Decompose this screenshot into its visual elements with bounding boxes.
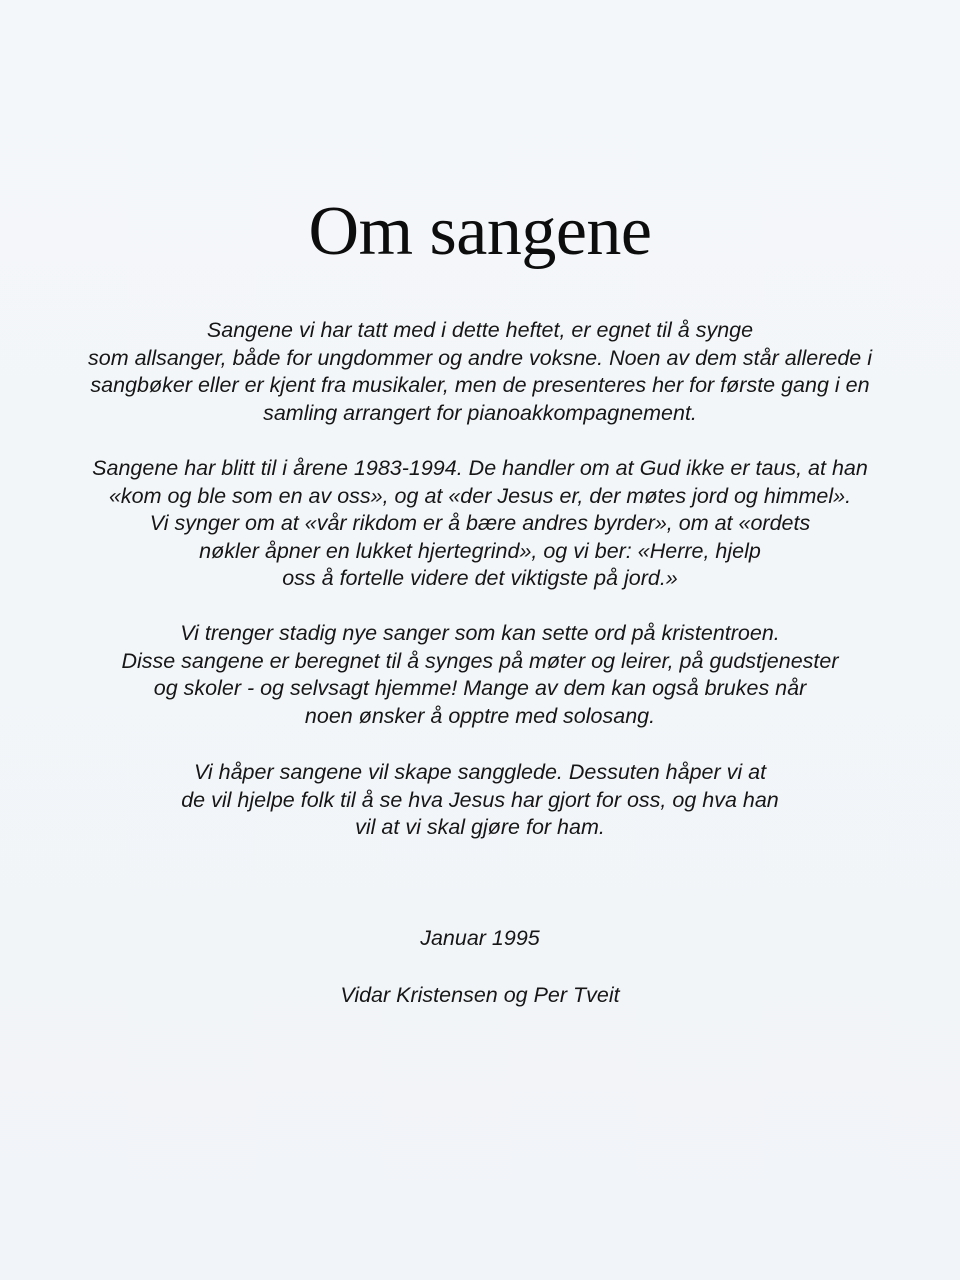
text-line: Vi synger om at «vår rikdom er å bære andres byrder», om at «ordets (149, 511, 811, 535)
text-line: de vil hjelpe folk til å se hva Jesus har gjort for oss, og hva han (181, 787, 779, 812)
text-line: noen ønsker å opptre med solosang. (304, 703, 656, 728)
text-line: samling arrangert for pianoakkompagnement. (263, 400, 697, 425)
authors-signature: Vidar Kristensen og Per Tveit (340, 983, 620, 1007)
text-line: Sangene vi har tatt med i dette heftet, er egnet til å synge (206, 318, 754, 342)
text-line: Vi trenger stadig nye sanger som kan sette ord på kristentroen. (180, 621, 780, 645)
paragraph-usage (20, 620, 940, 730)
text-line: oss å fortelle videre det viktigste på jord.» (282, 566, 678, 590)
paragraph-themes (20, 455, 940, 593)
text-line: «kom og ble som en av oss», og at «der Jesus er, der møtes jord og himmel». (108, 483, 852, 508)
text-line: nøkler åpner en lukket hjertegrind», og vi ber: «Herre, hjelp (199, 538, 761, 563)
text-line: som allsanger, både for ungdommer og andre voksne. Noen av dem står allerede i (88, 345, 872, 370)
text-line: vil at vi skal gjøre for ham. (355, 815, 605, 839)
paragraph-hope (20, 759, 940, 842)
text-line: sangbøker eller er kjent fra musikaler, men de presenteres her for første gang i en (90, 373, 870, 397)
page-title: Om sangene (308, 193, 652, 270)
text-line: Disse sangene er beregnet til å synges på møter og leirer, på gudstjenester (121, 648, 839, 673)
paragraph-intro (20, 317, 940, 427)
text-line: og skoler - og selvsagt hjemme! Mange av dem kan også brukes når (153, 676, 807, 700)
text-line: Sangene har blitt til i årene 1983-1994. De handler om at Gud ikke er taus, at han (92, 456, 868, 480)
text-line: Vi håper sangene vil skape sangglede. Dessuten håper vi at (193, 760, 767, 784)
date-line: Januar 1995 (420, 926, 540, 950)
